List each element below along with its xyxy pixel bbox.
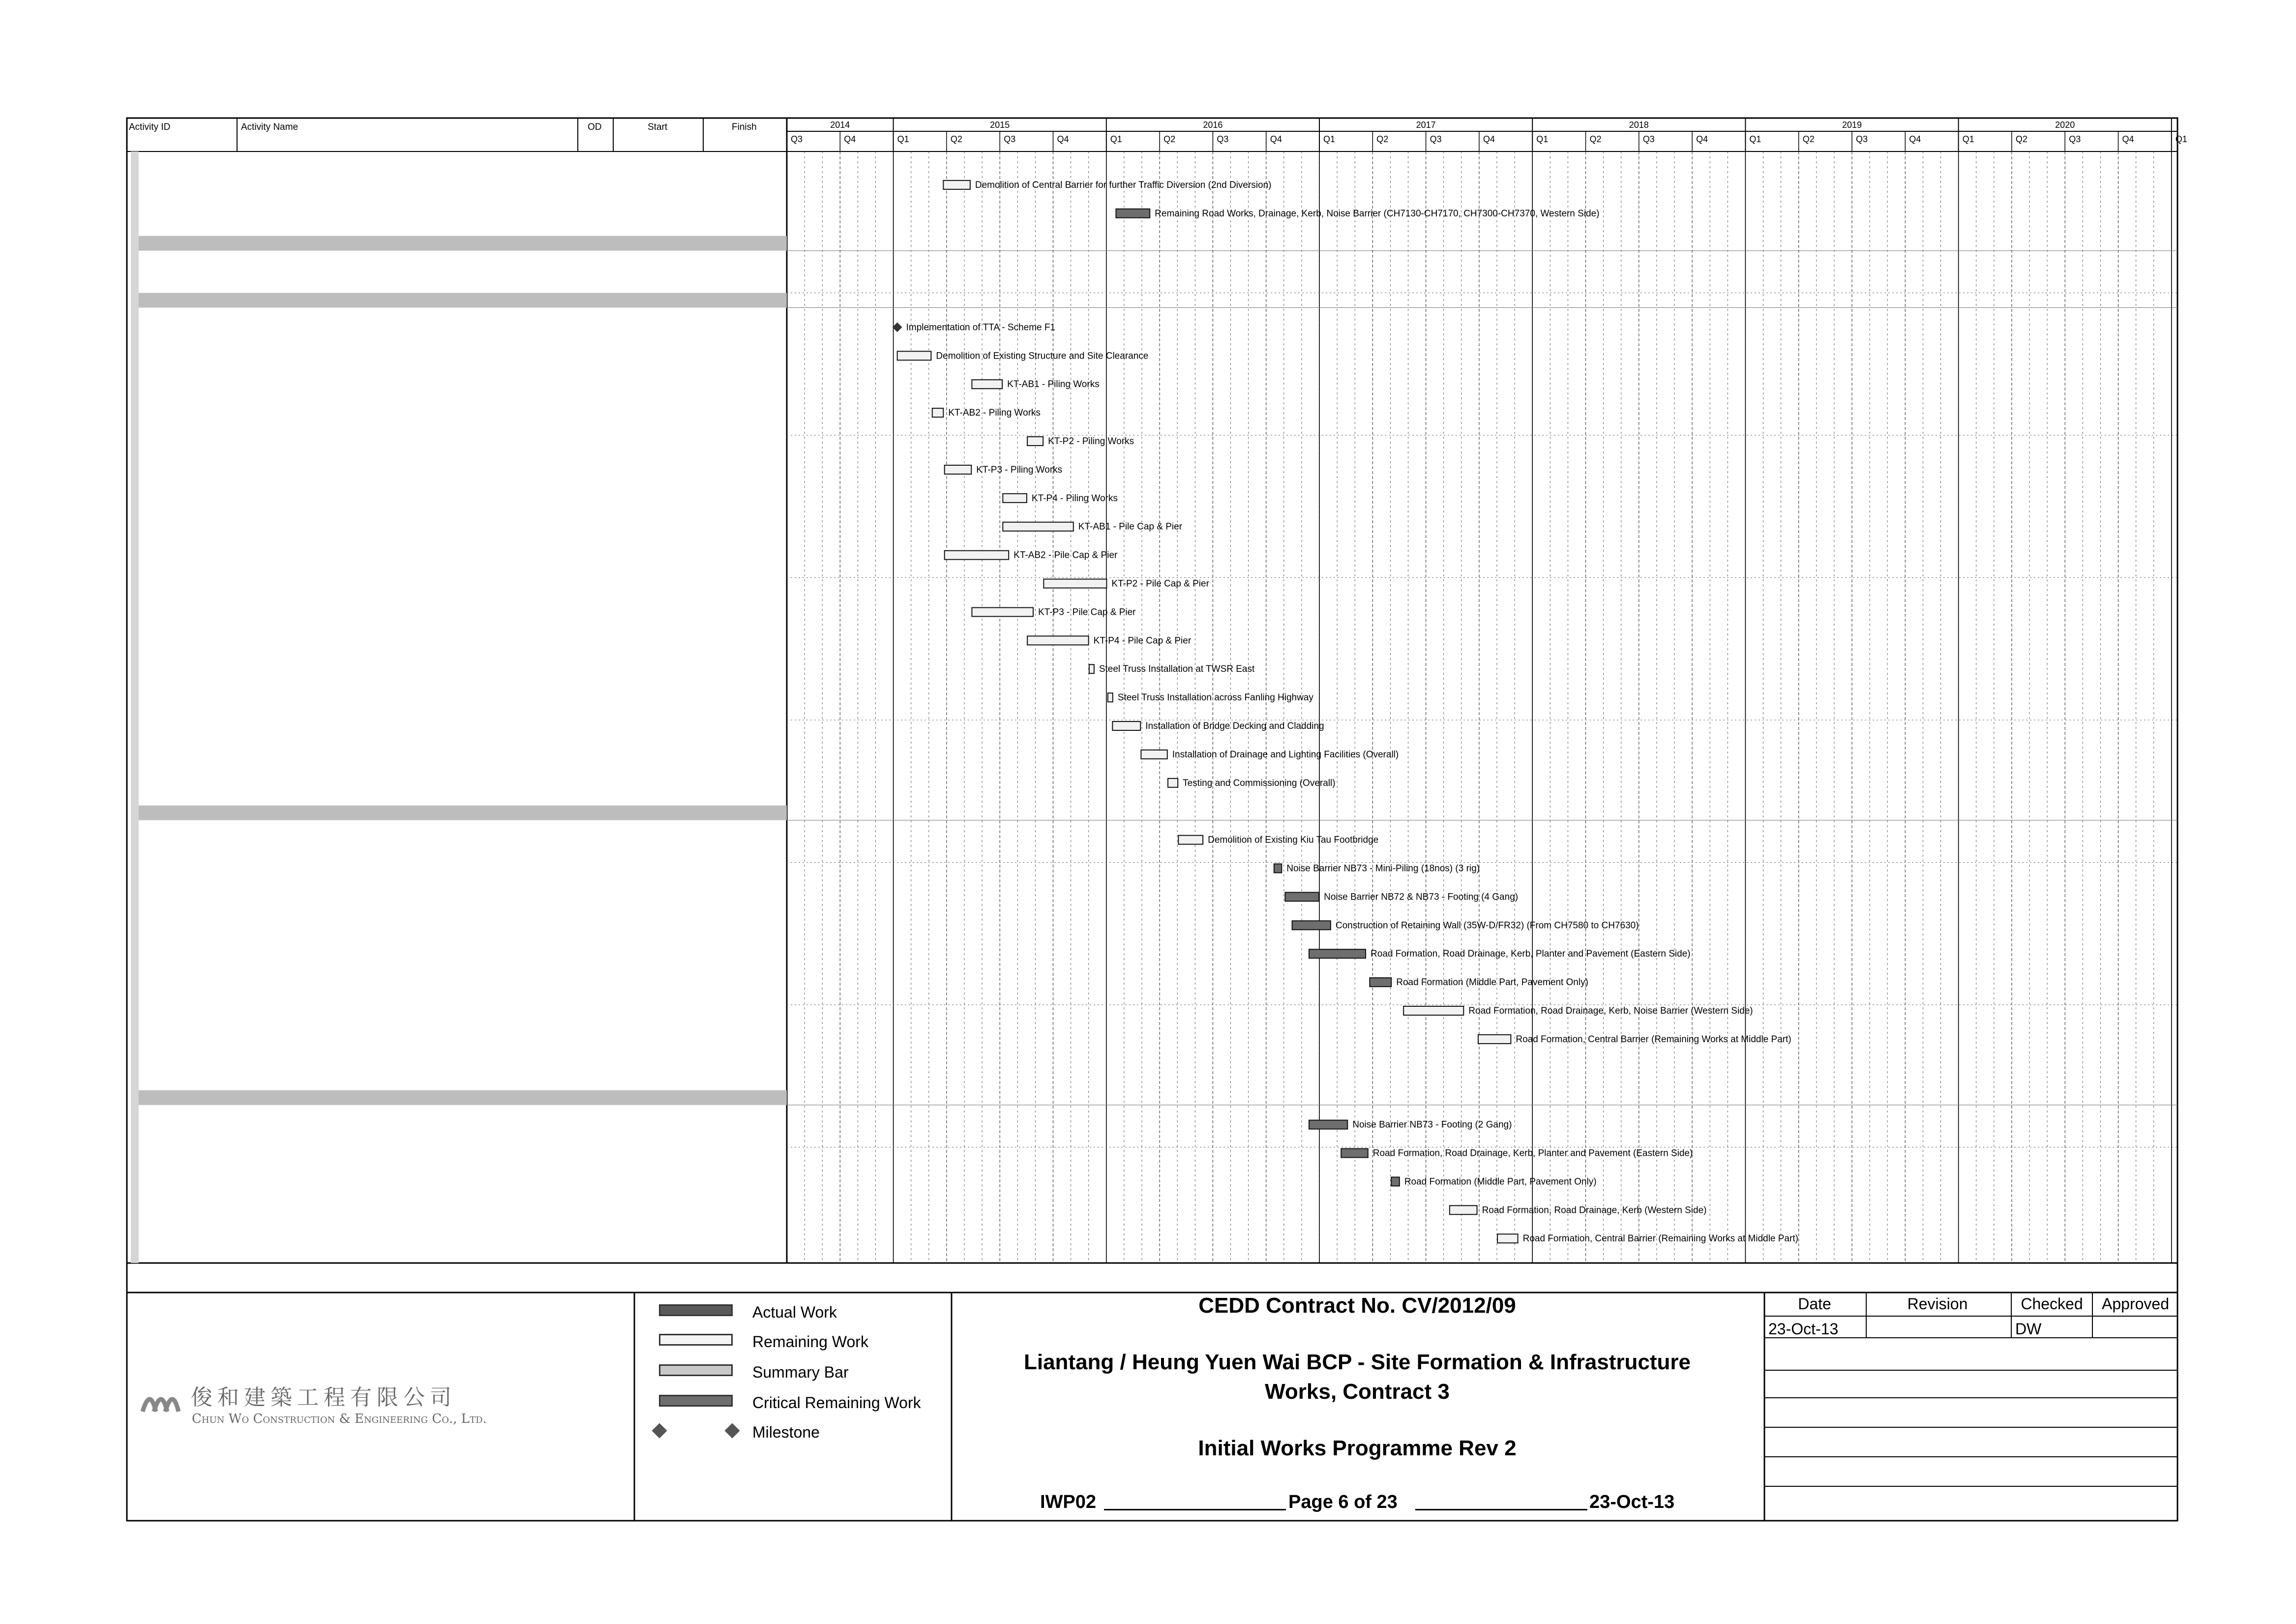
quarter-label: Q2 [1376, 134, 1389, 144]
legend-summary-swatch [659, 1364, 733, 1376]
revision-row-checked: DW [2015, 1320, 2042, 1338]
quarter-label: Q4 [1270, 134, 1282, 144]
bar-label: Demolition of Existing Kiu Tau Footbridge [1208, 835, 1379, 845]
bar-label: Steel Truss Installation across Fanling Highway [1117, 692, 1313, 703]
year-label-2015: 2015 [990, 120, 1010, 130]
quarter-label: Q3 [1642, 134, 1655, 144]
revision-header-approved: Approved [2102, 1295, 2169, 1313]
bar-label: Testing and Commissioning (Overall) [1183, 778, 1336, 788]
bar-label: Steel Truss Installation at TWSR East [1099, 664, 1255, 675]
quarter-label: Q1 [2175, 134, 2187, 144]
quarter-label: Q4 [1696, 134, 1708, 144]
quarter-label: Q3 [791, 134, 803, 144]
quarter-label: Q2 [1589, 134, 1602, 144]
year-label-2018: 2018 [1629, 120, 1649, 130]
bar-label: Demolition of Existing Structure and Site Clearance [936, 351, 1149, 361]
quarter-label: Q3 [1217, 134, 1229, 144]
quarter-label: Q3 [1856, 134, 1868, 144]
bar-label: KT-P2 - Piling Works [1048, 436, 1134, 447]
footer-date: 23-Oct-13 [1589, 1492, 1675, 1512]
header-activity-name: Activity Name [241, 122, 298, 132]
bar-label: KT-AB2 - Pile Cap & Pier [1014, 550, 1118, 561]
bar-label: Construction of Retaining Wall (35W-D/FR32) (From CH7580 to CH7630) [1335, 920, 1639, 931]
quarter-label: Q3 [1004, 134, 1016, 144]
quarter-label: Q2 [950, 134, 962, 144]
bar-label: Demolition of Central Barrier for further Traffic Diversion (2nd Diversion) [975, 180, 1272, 190]
legend-actual-swatch [659, 1304, 733, 1316]
quarter-label: Q4 [844, 134, 856, 144]
quarter-label: Q1 [1962, 134, 1974, 144]
quarter-label: Q3 [2069, 134, 2081, 144]
quarter-label: Q4 [1483, 134, 1495, 144]
bar-label: Noise Barrier NB72 & NB73 - Footing (4 Gang) [1324, 892, 1519, 902]
bar-label: Installation of Bridge Decking and Cladding [1145, 721, 1324, 731]
revision-header-checked: Checked [2021, 1295, 2083, 1313]
bar-label: Road Formation, Central Barrier (Remaining Works at Middle Part) [1522, 1233, 1798, 1244]
legend-critical-swatch [659, 1395, 733, 1407]
legend-remaining-swatch [659, 1334, 733, 1346]
revision-header-date: Date [1798, 1295, 1831, 1313]
bar-label: Road Formation, Road Drainage, Kerb, Noise Barrier (Western Side) [1468, 1006, 1753, 1016]
header-start: Start [648, 122, 668, 132]
bar-label: Road Formation (Middle Part, Pavement Only) [1404, 1176, 1597, 1187]
legend-remaining-label: Remaining Work [752, 1333, 868, 1351]
bar-label: KT-P3 - Pile Cap & Pier [1038, 607, 1136, 618]
year-label-2014: 2014 [830, 120, 850, 130]
quarter-label: Q1 [1323, 134, 1336, 144]
quarter-label: Q1 [1110, 134, 1122, 144]
year-label-2020: 2020 [2055, 120, 2075, 130]
bar-label: Implementation of TTA - Scheme F1 [906, 322, 1056, 333]
bar-label: KT-P4 - Pile Cap & Pier [1093, 635, 1192, 646]
programme-title: Initial Works Programme Rev 2 [1198, 1436, 1517, 1460]
year-label-2019: 2019 [1842, 120, 1862, 130]
bar-label: Road Formation, Road Drainage, Kerb, Planter and Pavement (Eastern Side) [1372, 1148, 1693, 1159]
bar-label: Remaining Road Works, Drainage, Kerb, Noise Barrier (CH7130-CH7170, CH7300-CH7370, Western Side) [1155, 208, 1600, 219]
header-finish: Finish [732, 122, 757, 132]
page-number: Page 6 of 23 [1288, 1492, 1398, 1512]
legend-critical-label: Critical Remaining Work [752, 1394, 921, 1412]
quarter-label: Q1 [1749, 134, 1761, 144]
bar-label: Road Formation, Road Drainage, Kerb (Western Side) [1482, 1205, 1707, 1216]
bar-label: KT-AB2 - Piling Works [948, 408, 1041, 419]
project-title-line1: Liantang / Heung Yuen Wai BCP - Site Formation & Infrastructure [1023, 1350, 1691, 1374]
company-logo-icon [140, 1382, 184, 1416]
bar-label: Road Formation, Road Drainage, Kerb, Planter and Pavement (Eastern Side) [1371, 949, 1691, 960]
quarter-label: Q4 [1057, 134, 1069, 144]
quarter-label: Q1 [1536, 134, 1549, 144]
bar-label: KT-AB1 - Pile Cap & Pier [1078, 521, 1183, 532]
quarter-label: Q2 [1802, 134, 1815, 144]
bar-label: KT-AB1 - Piling Works [1007, 379, 1100, 390]
quarter-label: Q2 [1163, 134, 1176, 144]
legend-actual-label: Actual Work [752, 1303, 837, 1321]
bar-label: Road Formation (Middle Part, Pavement Only) [1396, 977, 1588, 988]
quarter-label: Q2 [2015, 134, 2028, 144]
company-name-chinese: 俊和建築工程有限公司 [191, 1385, 456, 1410]
doc-code-underline [1104, 1509, 1286, 1510]
project-title-line2: Works, Contract 3 [1265, 1380, 1450, 1404]
quarter-label: Q3 [1430, 134, 1442, 144]
company-name-english: Chun Wo Construction & Engineering Co., Ltd. [192, 1412, 487, 1426]
bar-label: Noise Barrier NB73 - Footing (2 Gang) [1352, 1119, 1512, 1130]
quarter-label: Q4 [1909, 134, 1921, 144]
header-activity-id: Activity ID [129, 122, 171, 132]
bar-label: Noise Barrier NB73 - Mini-Piling (18nos) (3 rig) [1286, 863, 1480, 874]
year-label-2016: 2016 [1203, 120, 1223, 130]
page-underline [1415, 1509, 1587, 1510]
bar-label: KT-P2 - Pile Cap & Pier [1111, 578, 1209, 589]
quarter-label: Q4 [2122, 134, 2134, 144]
document-code: IWP02 [1040, 1492, 1097, 1512]
legend-milestone-label: Milestone [752, 1423, 820, 1441]
quarter-label: Q1 [897, 134, 909, 144]
bar-label: Installation of Drainage and Lighting Facilities (Overall) [1172, 749, 1399, 760]
bar-label: Road Formation, Central Barrier (Remaining Works at Middle Part) [1516, 1034, 1791, 1045]
bar-label: KT-P4 - Piling Works [1031, 493, 1118, 504]
contract-number: CEDD Contract No. CV/2012/09 [1198, 1293, 1516, 1318]
header-od: OD [588, 122, 602, 132]
legend-summary-label: Summary Bar [752, 1363, 849, 1381]
revision-row-date: 23-Oct-13 [1768, 1320, 1839, 1338]
year-label-2017: 2017 [1416, 120, 1436, 130]
revision-header-revision: Revision [1907, 1295, 1968, 1313]
bar-label: KT-P3 - Piling Works [976, 464, 1063, 475]
